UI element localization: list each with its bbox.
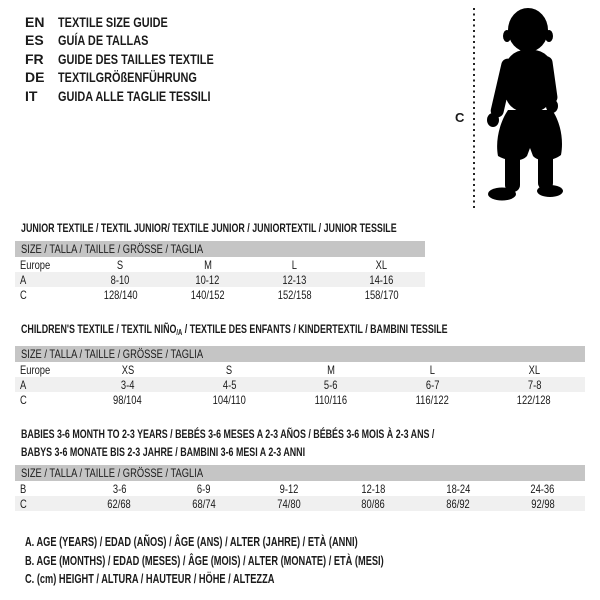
table-cell: 152/158 — [277, 287, 312, 302]
table-cell: 4-5 — [179, 377, 281, 392]
section-title-junior — [21, 219, 529, 237]
row-label: A — [15, 377, 77, 392]
size-table — [15, 241, 425, 302]
size-table-junior — [15, 241, 425, 302]
table-cell: 18-24 — [445, 481, 470, 496]
language-title: GUIDA ALLE TAGLIE TESSILI — [58, 87, 211, 104]
table-size-header: SIZE / TALLA / TAILLE / GRÖSSE / TAGLIA — [15, 465, 585, 481]
section-title-line: JUNIOR TEXTILE / TEXTIL JUNIOR/ TEXTILE JUNIOR / JUNIORTEXTIL / JUNIOR TESSILE — [21, 221, 397, 235]
language-code: IT — [25, 87, 38, 104]
table-cell: 24-36 — [530, 481, 555, 496]
table-cell: 12-18 — [361, 481, 386, 496]
table-cell: 92/98 — [500, 496, 585, 511]
table-cell: 7-8 — [483, 377, 585, 392]
table-header-bar — [15, 241, 425, 257]
table-cell: 110/116 — [314, 392, 348, 407]
table-header-bar — [15, 465, 585, 481]
table-size-header: SIZE / TALLA / TAILLE / GRÖSSE / TAGLIA — [15, 346, 585, 362]
row-label: C — [20, 287, 27, 302]
table-cell: 158/170 — [364, 287, 399, 302]
table-cell: XL — [528, 362, 540, 377]
language-row-en — [25, 13, 258, 31]
table-cell: 104/110 — [212, 392, 246, 407]
table-cell: 5-6 — [280, 377, 382, 392]
table-cell: S — [117, 257, 124, 272]
table-cell: S — [226, 362, 233, 377]
legend-line-c: C. (cm) HEIGHT / ALTURA / HAUTEUR / HÖHE / ALTEZZA — [25, 572, 275, 587]
table-cell: 9-12 — [279, 481, 299, 496]
table-cell: 122/128 — [517, 392, 552, 407]
size-table-children — [15, 346, 585, 407]
size-table — [15, 346, 585, 407]
table-header-bar — [15, 346, 585, 362]
table-row — [15, 362, 585, 377]
language-code: EN — [25, 14, 45, 30]
row-label: B — [20, 481, 27, 496]
table-cell: 98/104 — [113, 392, 143, 407]
table-cell: 128/140 — [103, 287, 138, 302]
language-row-es — [25, 31, 258, 49]
table-cell: 6-7 — [382, 377, 484, 392]
language-row-fr — [25, 50, 258, 68]
table-cell: 3-6 — [112, 481, 127, 496]
size-table — [15, 465, 585, 511]
language-code: FR — [25, 50, 44, 67]
table-cell: M — [203, 257, 212, 272]
language-title-block — [25, 13, 258, 105]
table-row — [15, 496, 585, 511]
language-title: TEXTILE SIZE GUIDE — [58, 14, 168, 30]
section-title-line: BABYS 3-6 MONATE BIS 2-3 JAHRE / BAMBINI 3-6 MESI A 2-3 ANNI — [21, 445, 306, 459]
table-row — [15, 287, 425, 302]
height-measure-label: C — [455, 110, 465, 125]
table-cell: 8-10 — [77, 272, 164, 287]
language-code: ES — [25, 32, 44, 49]
table-row — [15, 392, 585, 407]
table-cell: L — [429, 362, 436, 377]
measurement-legend — [25, 533, 510, 589]
legend-line-a: A. AGE (YEARS) / EDAD (AÑOS) / ÂGE (ANS) / ALTER (JAHRE) / ETÀ (ANNI) — [25, 535, 358, 549]
table-row — [15, 272, 425, 287]
table-cell: 80/86 — [331, 496, 416, 511]
table-cell: M — [327, 362, 335, 377]
table-cell: 12-13 — [251, 272, 338, 287]
table-row — [15, 377, 585, 392]
section-title-babies — [21, 425, 580, 461]
legend-line-b: B. AGE (MONTHS) / EDAD (MESES) / ÂGE (MOIS) / ALTER (MONATE) / ETÀ (MESI) — [25, 553, 384, 568]
row-label: C — [15, 496, 77, 511]
size-table-babies — [15, 465, 585, 511]
table-cell: 6-9 — [197, 481, 211, 496]
table-cell: 116/122 — [416, 392, 450, 407]
height-dotted-line — [473, 8, 475, 210]
language-row-de — [25, 68, 258, 86]
table-row — [15, 257, 425, 272]
table-cell: 68/74 — [162, 496, 247, 511]
table-cell: 74/80 — [246, 496, 331, 511]
table-cell: 86/92 — [416, 496, 501, 511]
row-label: A — [15, 272, 77, 287]
table-cell: 62/68 — [77, 496, 162, 511]
table-cell: 14-16 — [338, 272, 425, 287]
table-cell: 10-12 — [164, 272, 251, 287]
language-title: GUÍA DE TALLAS — [58, 32, 149, 49]
table-row — [15, 481, 585, 496]
language-title: GUIDE DES TAILLES TEXTILE — [58, 50, 214, 67]
table-cell: L — [291, 257, 298, 272]
section-title-children — [21, 320, 597, 342]
section-title-line: BABIES 3-6 MONTH TO 2-3 YEARS / BEBÉS 3-6 MESES A 2-3 AÑOS / BÉBÉS 3-6 MOIS À 2-3 ANS / — [21, 427, 435, 441]
language-row-it — [25, 87, 258, 105]
language-title: TEXTILGRÖßENFÜHRUNG — [58, 69, 197, 86]
row-label: Europe — [20, 257, 51, 272]
table-cell: 140/152 — [190, 287, 225, 302]
table-size-header: SIZE / TALLA / TAILLE / GRÖSSE / TAGLIA — [15, 241, 425, 257]
table-cell: 3-4 — [77, 377, 179, 392]
toddler-silhouette-icon — [480, 6, 584, 206]
row-label: C — [20, 392, 27, 407]
section-title-line: CHILDREN'S TEXTILE / TEXTIL $NIÑO_{/A}$ / TEXTILE DES ENFANTS / KINDERTEXTIL / BAMBINI TESSILE — [21, 322, 448, 337]
table-cell: XL — [375, 257, 388, 272]
table-cell: XS — [121, 362, 135, 377]
language-code: DE — [25, 69, 45, 86]
row-label: Europe — [20, 362, 51, 377]
